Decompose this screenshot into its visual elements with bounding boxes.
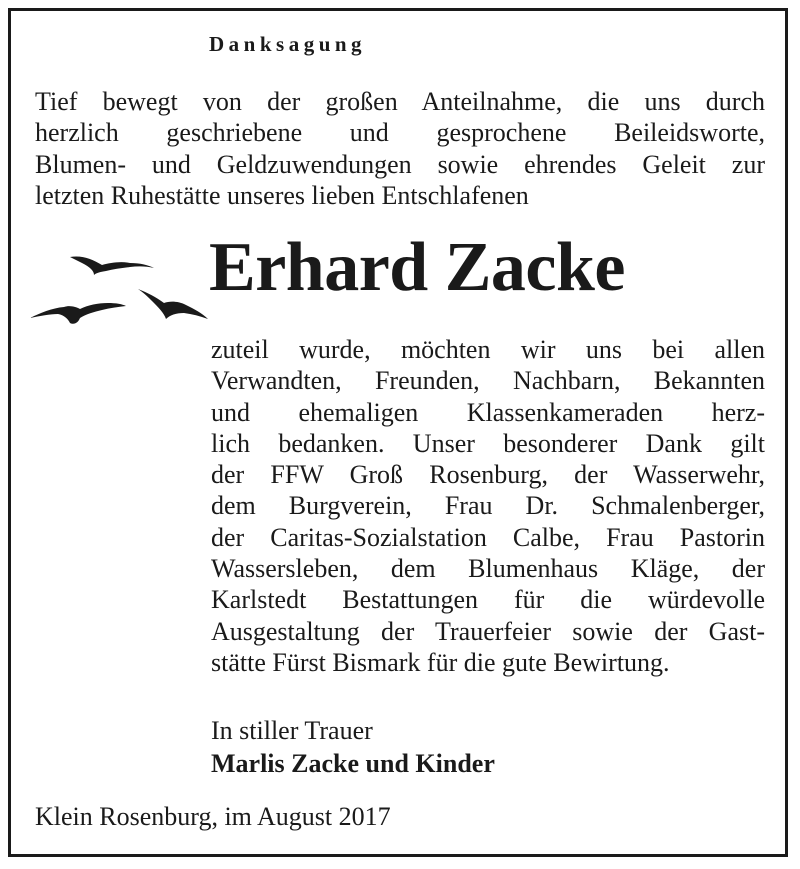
deceased-name: Erhard Zacke (209, 229, 625, 306)
flying-birds-icon (30, 245, 230, 335)
place-date: Klein Rosenburg, im August 2017 (35, 802, 391, 831)
body-line: Wassersleben, dem Blumenhaus Kläge, der (211, 554, 765, 584)
intro-text (35, 86, 765, 211)
body-line: der Caritas-Sozialstation Calbe, Frau Pastorin (211, 522, 765, 552)
body-line: Ausgestaltung der Trauerfeier sowie der Gast- (211, 616, 765, 646)
family-signature: Marlis Zacke und Kinder (211, 749, 495, 778)
body-line: Verwandten, Freunden, Nachbarn, Bekannten (211, 366, 765, 396)
closing-phrase: In stiller Trauer (211, 716, 373, 745)
thanks-text (211, 334, 765, 678)
intro-line: Tief bewegt von der großen Anteilnahme, die uns durch (35, 87, 765, 116)
notice-heading: Danksagung (209, 32, 367, 56)
intro-line: Blumen- und Geldzuwendungen sowie ehrendes Geleit zur (35, 149, 765, 179)
body-line: stätte Fürst Bismark für die gute Bewirtung. (211, 647, 670, 677)
body-line: zuteil wurde, möchten wir uns bei allen (211, 335, 765, 364)
intro-line: herzlich geschriebene und gesprochene Beileidsworte, (35, 118, 765, 148)
body-line: und ehemaligen Klassenkameraden herz- (211, 397, 765, 427)
intro-line: letzten Ruhestätte unseres lieben Entschlafenen (35, 180, 529, 210)
body-line: der FFW Groß Rosenburg, der Wasserwehr, (211, 460, 765, 490)
body-line: lich bedanken. Unser besonderer Dank gilt (211, 428, 765, 458)
body-line: Karlstedt Bestattungen für die würdevolle (211, 585, 765, 615)
body-line: dem Burgverein, Frau Dr. Schmalenberger, (211, 491, 765, 521)
